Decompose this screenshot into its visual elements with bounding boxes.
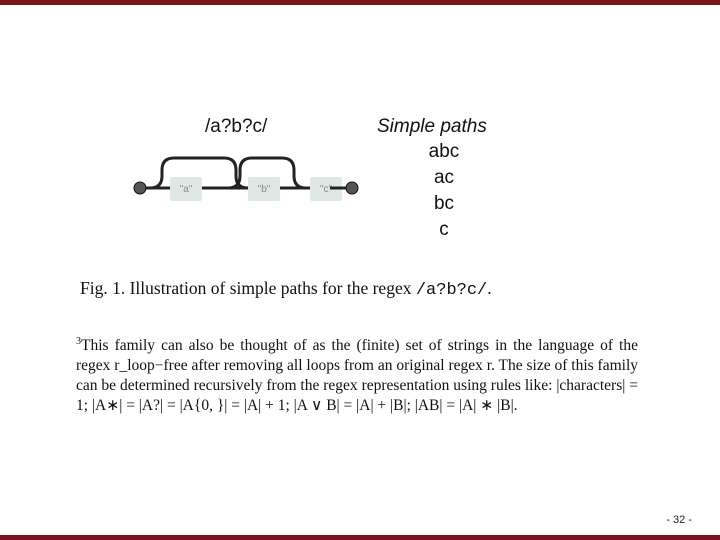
figure-caption xyxy=(80,278,492,300)
page-number: - 32 - xyxy=(666,514,692,526)
path-item: c xyxy=(439,219,449,240)
caption-prefix: Fig. 1. Illustration of simple paths for the regex xyxy=(80,278,416,298)
node-b-label: "b" xyxy=(257,184,271,195)
caption-regex: /a?b?c/ xyxy=(415,281,488,300)
footnote-text: This family can also be thought of as the (finite) set of strings in the language of the regex r_loop−free after removing all loops from an original regex r. The size of this family can be determined recursively from the regex representation using rules like: |characters| = 1; |A∗| = |A?| = |A{0, }| = |A| + 1; |A ∨ B| = |A| + |B|; |AB| = |A| ∗ |B|. xyxy=(76,337,638,414)
bottom-accent-bar xyxy=(0,535,720,540)
top-accent-bar xyxy=(0,0,720,5)
simple-paths-title: Simple paths xyxy=(377,116,487,137)
footnote-marker: 3 xyxy=(76,335,81,347)
railroad-diagram xyxy=(128,148,368,208)
start-terminal xyxy=(134,182,146,194)
footnote xyxy=(76,336,638,416)
regex-label: /a?b?c/ xyxy=(205,116,268,137)
path-item: ac xyxy=(433,167,455,188)
caption-suffix: . xyxy=(487,278,492,298)
node-c-label: "c" xyxy=(319,184,333,195)
path-item: bc xyxy=(433,193,455,214)
end-terminal xyxy=(346,182,358,194)
path-item: abc xyxy=(428,141,460,162)
node-a-label: "a" xyxy=(179,184,193,195)
